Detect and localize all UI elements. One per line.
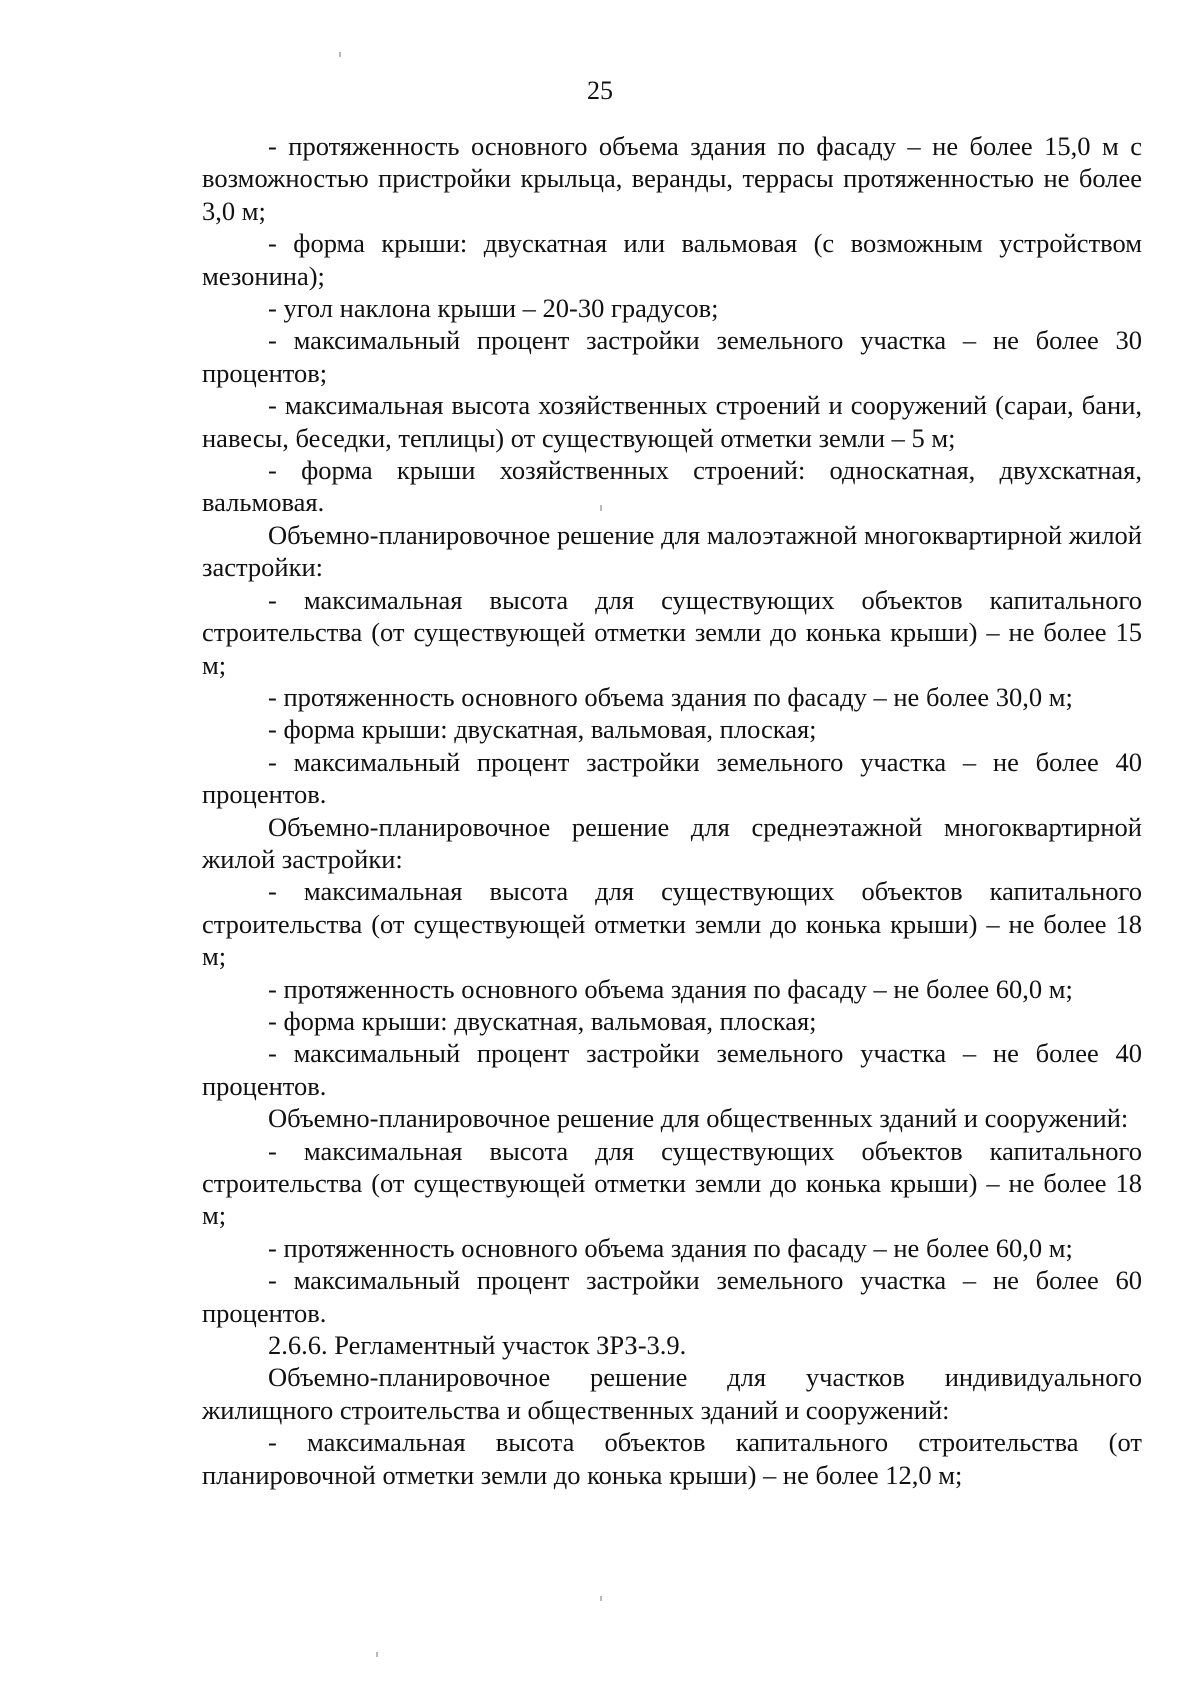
paragraph: - максимальная высота хозяйственных строений и сооружений (сараи, бани, навесы, беседки, теплицы) от существующей отметки земли – 5 м; <box>202 390 1142 453</box>
paragraph: - форма крыши хозяйственных строений: односкатная, двухскатная, вальмовая. <box>202 455 1142 518</box>
paragraph: - максимальный процент застройки земельного участка – не более 30 процентов; <box>202 325 1142 388</box>
document-body <box>202 130 1142 1491</box>
paragraph: - протяженность основного объема здания по фасаду – не более 15,0 м с возможностью пристройки крыльца, веранды, террасы протяженностью не более 3,0 м; <box>202 131 1142 226</box>
paragraph: - угол наклона крыши – 20-30 градусов; <box>268 293 719 324</box>
paragraph: - форма крыши: двускатная, вальмовая, плоская; <box>268 1005 817 1036</box>
paragraph: - протяженность основного объема здания по фасаду – не более 30,0 м; <box>268 681 1073 712</box>
paragraph: - форма крыши: двускатная, вальмовая, плоская; <box>268 714 817 745</box>
section-heading: 2.6.6. Регламентный участок ЗРЗ-3.9. <box>268 1330 687 1361</box>
page-number: 25 <box>587 76 613 105</box>
paragraph: - протяженность основного объема здания по фасаду – не более 60,0 м; <box>268 1232 1073 1263</box>
scan-speck <box>339 52 341 57</box>
scan-speck <box>376 1652 378 1657</box>
paragraph: - максимальная высота объектов капитального строительства (от планировочной отметки земли до конька крыши) – не более 12,0 м; <box>202 1427 1142 1490</box>
scan-speck <box>600 1596 602 1601</box>
paragraph: - максимальный процент застройки земельного участка – не более 40 процентов. <box>202 1038 1142 1101</box>
paragraph: - максимальный процент застройки земельного участка – не более 40 процентов. <box>202 746 1142 810</box>
paragraph: - протяженность основного объема здания по фасаду – не более 60,0 м; <box>268 973 1073 1004</box>
paragraph: Объемно-планировочное решение для общественных зданий и сооружений: <box>268 1103 1129 1134</box>
paragraph: Объемно-планировочное решение для малоэтажной многоквартирной жилой застройки: <box>202 519 1142 583</box>
paragraph: - максимальный процент застройки земельного участка – не более 60 процентов. <box>202 1265 1142 1328</box>
scan-speck <box>600 505 602 511</box>
paragraph: - максимальная высота для существующих объектов капитального строительства (от существующей отметки земли до конька крыши) – не более 18 м; <box>202 1135 1142 1231</box>
paragraph: Объемно-планировочное решение для участков индивидуального жилищного строительства и общественных зданий и сооружений: <box>202 1362 1142 1425</box>
paragraph: - форма крыши: двускатная или вальмовая (с возможным устройством мезонина); <box>202 228 1142 291</box>
paragraph: - максимальная высота для существующих объектов капитального строительства (от существующей отметки земли до конька крыши) – не более 18 м; <box>202 876 1142 972</box>
paragraph: - максимальная высота для существующих объектов капитального строительства (от существующей отметки земли до конька крыши) – не более 15 м; <box>202 584 1142 680</box>
paragraph: Объемно-планировочное решение для среднеэтажной многоквартирной жилой застройки: <box>202 811 1142 874</box>
